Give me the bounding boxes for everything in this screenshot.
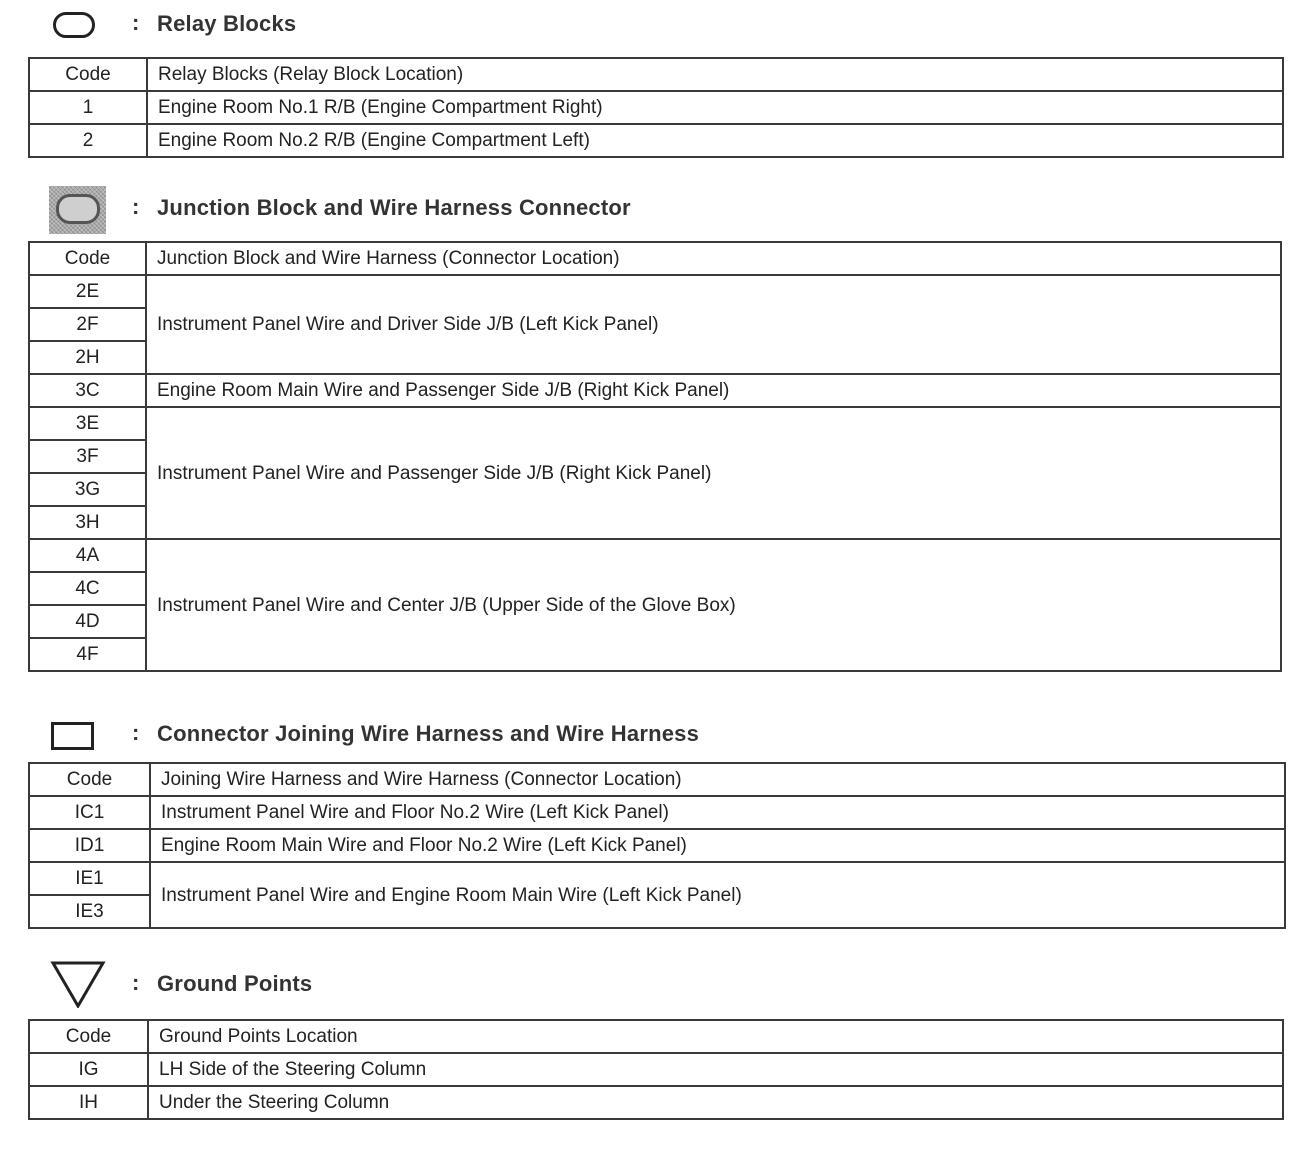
location-cell: Engine Room Main Wire and Floor No.2 Wire (Left Kick Panel) — [150, 829, 1285, 862]
code-cell: 4F — [29, 638, 146, 671]
rectangle-icon — [51, 722, 94, 750]
code-cell: 1 — [29, 91, 147, 124]
code-cell: 3E — [29, 407, 146, 440]
location-cell: Engine Room No.1 R/B (Engine Compartment Right) — [147, 91, 1283, 124]
table-header-row — [29, 763, 1285, 796]
code-cell: 3F — [29, 440, 146, 473]
code-cell: 3C — [29, 374, 146, 407]
location-cell: Engine Room No.2 R/B (Engine Compartment Left) — [147, 124, 1283, 157]
ground-points-heading — [0, 960, 1312, 1000]
section-title-relay-blocks: Relay Blocks — [157, 11, 297, 36]
table-row — [29, 796, 1285, 829]
table-row — [29, 374, 1281, 407]
code-cell: 4D — [29, 605, 146, 638]
code-cell: 2H — [29, 341, 146, 374]
code-cell: IG — [29, 1053, 148, 1086]
junction-block-heading — [0, 186, 1312, 226]
table-header-row — [29, 1020, 1283, 1053]
code-cell: IH — [29, 1086, 148, 1119]
location-cell: Instrument Panel Wire and Passenger Side J/B (Right Kick Panel) — [146, 407, 1281, 539]
code-header: Code — [29, 763, 150, 796]
location-cell: Under the Steering Column — [148, 1086, 1283, 1119]
heading-colon: : — [132, 970, 140, 995]
table-row — [29, 124, 1283, 157]
table-row — [29, 407, 1281, 440]
code-cell: IE3 — [29, 895, 150, 928]
shaded-rounded-rectangle-icon — [56, 194, 100, 224]
section-title-junction-block: Junction Block and Wire Harness Connector — [157, 195, 631, 220]
code-cell: IE1 — [29, 862, 150, 895]
table-row — [29, 1053, 1283, 1086]
code-cell: 4A — [29, 539, 146, 572]
section-title-connector-joining: Connector Joining Wire Harness and Wire Harness — [157, 721, 700, 746]
code-cell: 2 — [29, 124, 147, 157]
code-cell: IC1 — [29, 796, 150, 829]
location-cell: LH Side of the Steering Column — [148, 1053, 1283, 1086]
code-header: Code — [29, 1020, 148, 1053]
location-header: Junction Block and Wire Harness (Connector Location) — [146, 242, 1281, 275]
location-cell: Instrument Panel Wire and Floor No.2 Wire (Left Kick Panel) — [150, 796, 1285, 829]
location-cell: Instrument Panel Wire and Driver Side J/B (Left Kick Panel) — [146, 275, 1281, 374]
code-cell: 4C — [29, 572, 146, 605]
code-header: Code — [29, 242, 146, 275]
heading-colon: : — [132, 194, 140, 219]
table-header-row — [29, 58, 1283, 91]
table-row — [29, 275, 1281, 308]
location-header: Ground Points Location — [148, 1020, 1283, 1053]
table-row — [29, 862, 1285, 895]
location-header: Relay Blocks (Relay Block Location) — [147, 58, 1283, 91]
heading-colon: : — [132, 720, 140, 745]
code-header: Code — [29, 58, 147, 91]
table-row — [29, 829, 1285, 862]
connector-joining-table — [28, 762, 1286, 929]
relay-blocks-table — [28, 57, 1284, 158]
location-cell: Engine Room Main Wire and Passenger Side J/B (Right Kick Panel) — [146, 374, 1281, 407]
junction-block-table — [28, 241, 1282, 672]
table-row — [29, 539, 1281, 572]
location-header: Joining Wire Harness and Wire Harness (Connector Location) — [150, 763, 1285, 796]
table-header-row — [29, 242, 1281, 275]
ground-points-table — [28, 1019, 1284, 1120]
section-title-ground-points: Ground Points — [157, 971, 313, 996]
relay-blocks-heading — [0, 0, 1312, 40]
heading-colon: : — [132, 10, 140, 35]
code-cell: ID1 — [29, 829, 150, 862]
code-cell: 2F — [29, 308, 146, 341]
code-cell: 3G — [29, 473, 146, 506]
code-cell: 2E — [29, 275, 146, 308]
table-row — [29, 1086, 1283, 1119]
code-cell: 3H — [29, 506, 146, 539]
location-cell: Instrument Panel Wire and Center J/B (Upper Side of the Glove Box) — [146, 539, 1281, 671]
rounded-rectangle-icon — [53, 12, 95, 38]
connector-joining-heading — [0, 712, 1312, 752]
inverted-triangle-icon — [50, 960, 106, 1008]
table-row — [29, 91, 1283, 124]
location-cell: Instrument Panel Wire and Engine Room Main Wire (Left Kick Panel) — [150, 862, 1285, 928]
